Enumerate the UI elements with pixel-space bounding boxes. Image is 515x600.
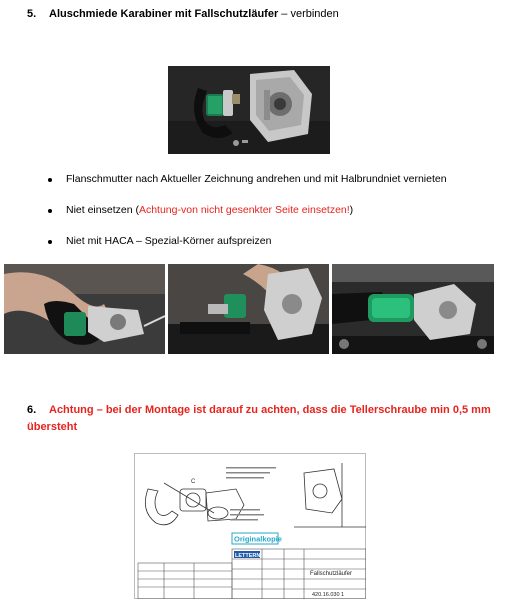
bullet-item (66, 173, 447, 185)
bullet-item (66, 204, 353, 216)
assembled-closeup-photo (332, 264, 494, 354)
bullet-text-after: ) (349, 204, 354, 216)
drawing-part-title: Fallschutzläufer (310, 571, 353, 577)
section-number: 5. (27, 8, 37, 20)
drawing-company-logo-text: LETTERN (235, 553, 261, 559)
section-title-line1: Achtung – bei der Montage ist darauf zu achten, dass die Tellerschraube min 0,5 mm (49, 404, 491, 416)
section-title: Aluschmiede Karabiner mit Fallschutzläufer (49, 8, 279, 20)
section-title-line2: übersteht (27, 421, 78, 433)
section-5-heading (27, 8, 339, 20)
rivet-insert-photo (4, 264, 165, 354)
technical-drawing (134, 453, 366, 599)
bullet-item (66, 235, 271, 247)
bullet-dot (48, 209, 52, 213)
bullet-dot (48, 240, 52, 244)
rivet-spread-photo (168, 264, 329, 354)
bullet-text: Niet einsetzen ( (66, 204, 139, 216)
bullet-text: Niet mit HACA – Spezial-Körner aufspreizen (66, 235, 272, 247)
bullet-text: Flanschmutter nach Aktueller Zeichnung andrehen und mit Halbrundniet vernieten (66, 173, 447, 185)
bullet-dot (48, 178, 52, 182)
drawing-part-number: 420.16.030 1 (312, 592, 345, 598)
section-6-heading (27, 402, 515, 436)
svg-text:C: C (191, 479, 196, 485)
section-number: 6. (27, 404, 37, 416)
carabiner-parts-photo (168, 66, 330, 154)
section-title-suffix: – verbinden (278, 8, 339, 20)
drawing-stamp-text: Originalkopie (234, 534, 282, 544)
bullet-warning-text: Achtung-von nicht gesenkter Seite einsetzen! (138, 204, 350, 216)
